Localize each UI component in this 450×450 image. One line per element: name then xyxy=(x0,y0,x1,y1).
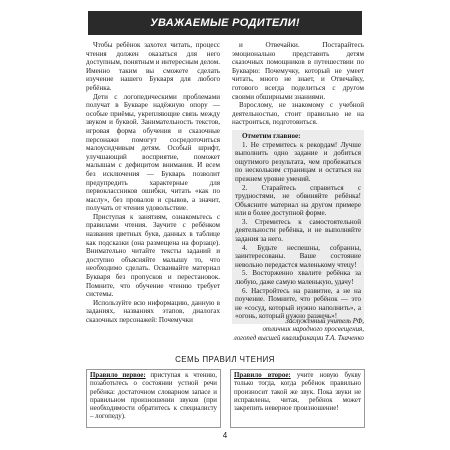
signature-line: Заслуженный учитель РФ, xyxy=(285,318,364,325)
rule-text: учите новую букву только тогда, когда ребёнок правильно произносит такой же звук. Пока звуки не исправлены, читая, ребёнок может закрепить неверное произношение! xyxy=(234,372,361,413)
tips-title: Отметим главное: xyxy=(242,131,301,140)
tips-box xyxy=(232,130,364,324)
rule-text: приступая к чтению, позаботьтесь о состоянии устной речи ребёнка: достаточном словарном запасе и правильном произношении звуков (при необходимости обратитесь к специалисту – логопеду). xyxy=(90,372,217,421)
tip-item: 3. Стремитесь к самостоятельной деятельности ребёнка, и не выполняйте задания за него. xyxy=(235,217,361,244)
paragraph: Приступая к занятиям, ознакомьтесь с правилами чтения. Заучите с ребёнком названия цветных букв, данных в таблице как подсказки (она размещена на форзаце). Внимательно читайте тексты заданий и доступно объясняйте малышу то, что необходимо сделать. Осваивайте материал Букваря без пропусков и перестановок. Помните, что обучение чтению требует системы. xyxy=(86,212,220,299)
tip-item: 6. Настройтесь на развитие, а не на поучение. Помните, что ребёнок — это не «сосуд, который нужно наполнить», а «огонь, который нужно разжечь»! xyxy=(235,286,361,321)
tip-item: 1. Не стремитесь к рекордам! Лучше выполнить одно задание и добиться ощутимого результата, чем пробежаться по нескольким страницам и остаться на прежнем уровне умений. xyxy=(235,140,361,183)
tip-item: 4. Будьте неспешны, собранны, заинтересованы. Ваше состояние невольно передастся маленькому чтецу! xyxy=(235,243,361,269)
paragraph: и Отвечайки. Постарайтесь эмоционально представить детям сказочных помощников в путешествии по Букварю: Почемучку, который не умеет читать, много не знает, и Отвечайку, готового всегда поделиться с другом своими обширными знаниями. xyxy=(232,41,364,101)
paragraph: Взрослому, не знакомому с учебной деятельностью, стоит правильно не на настроиться, подготовиться. xyxy=(232,101,364,127)
rule-card xyxy=(230,369,365,428)
tip-item: 5. Восторженно хвалите ребёнка за любую, даже самую маленькую, удачу! xyxy=(235,269,361,287)
tip-item: 2. Старайтесь справиться с трудностями, не обвиняйте ребёнка! Объясните материал на другом примере или в более доступной форме. xyxy=(235,183,361,218)
right-column xyxy=(232,41,364,324)
left-column xyxy=(86,41,220,325)
signature-block xyxy=(232,318,364,343)
paragraph: Чтобы ребёнок захотел читать, процесс чтения должен оказаться для него доступным, понятным и интересным делом. Именно таким вы сможете сделать изучение нашего Букваря для любого ребёнка. xyxy=(86,41,220,92)
rule-label: Правило первое: xyxy=(90,372,146,379)
page-number: 4 xyxy=(222,431,228,440)
page-heading: УВАЖАЕМЫЕ РОДИТЕЛИ! xyxy=(88,11,362,35)
rule-label: Правило второе: xyxy=(234,372,291,379)
signature-line: логопед высшей квалификации Т.А. Ткаченко xyxy=(233,334,364,342)
rule-card xyxy=(86,369,221,428)
section-title: СЕМЬ ПРАВИЛ ЧТЕНИЯ xyxy=(175,355,275,364)
paragraph: Дети с логопедическими проблемами получат в Букваре надёжную опору — особые приёмы, укрепляющие связь между звуком и буквой. Занимательность текстов, игровая форма обучения и сказочные персонажи помогут сосредоточиться малоусидчивым детям. Особый шрифт, улучшающий восприятие, поможет малышам с дефицитом внимания. И всем без исключения — Букварь позволит предупредить характерные для первоклассников ошибки, читать «как по маслу», без провалов и срывов, а значит, получать от чтения удовольствие. xyxy=(86,92,220,213)
paragraph: Используйте всю информацию, данную в заданиях, названиях этапов, диалогах сказочных персонажей: Почемучки xyxy=(86,298,220,324)
signature-line: отличник народного просвещения, xyxy=(262,326,364,334)
